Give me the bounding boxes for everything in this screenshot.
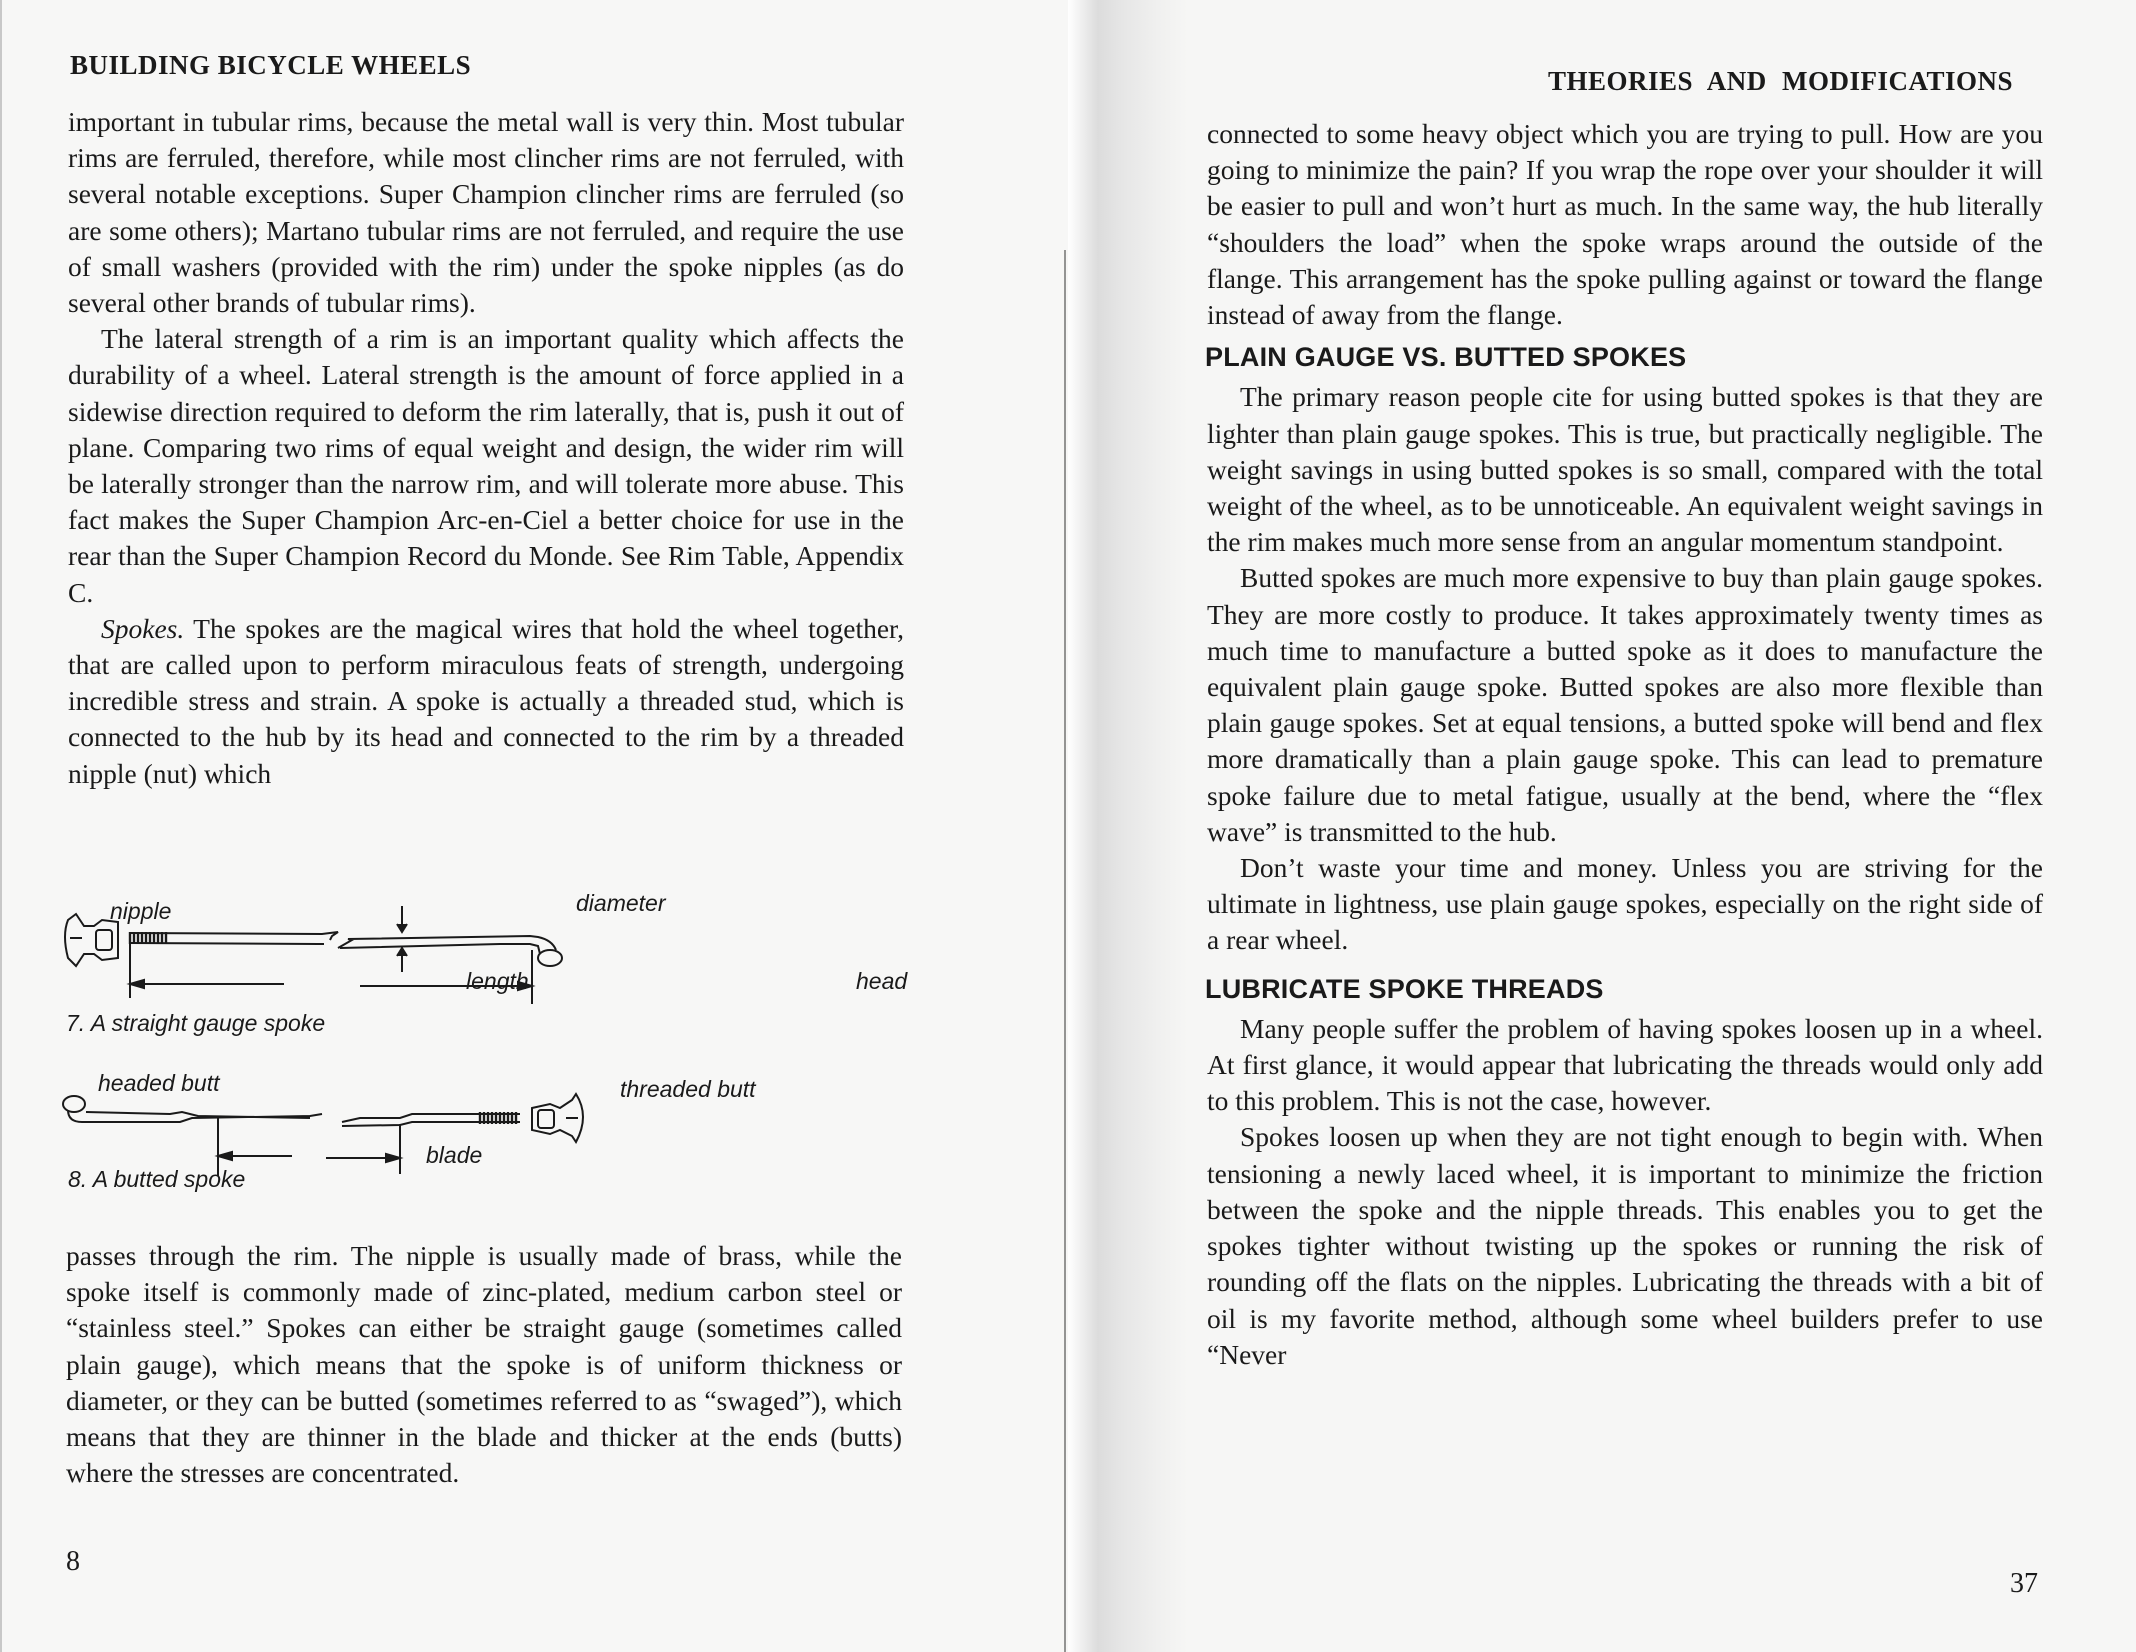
- figure-straight-gauge-spoke: [60, 880, 940, 1040]
- paragraph: Don’t waste your time and money. Unless you are striving for the ultimate in lightness, use plain gauge spokes, especially on the right side of a rear wheel.: [1207, 852, 2043, 956]
- paragraph: passes through the rim. The nipple is usually made of brass, while the spoke itself is commonly made of zinc-plated, medium carbon steel or “stainless steel.” Spokes can either be straight gauge (sometimes called plain gauge), which means that the spoke is of uniform thickness or diameter, or they can be butted (sometimes referred to as “swaged”), which means that they are thinner in the blade and thicker at the ends (butts) where the stresses are concentrated.: [66, 1240, 902, 1489]
- paragraph: connected to some heavy object which you are trying to pull. How are you going to minimize the pain? If you wrap the rope over your shoulder it will be easier to pull and won’t hurt as much. In the same way, the hub literally “shoulders the load” when the spoke wraps around the outside of the flange. This arrangement has the spoke pulling against or toward the flange instead of away from the flange.: [1207, 118, 2043, 331]
- label-threaded-butt: threaded butt: [620, 1076, 756, 1102]
- left-running-head: BUILDING BICYCLE WHEELS: [70, 50, 472, 80]
- paragraph: Many people suffer the problem of having spokes loosen up in a wheel. At first glance, it would appear that lubricating the threads would only add to this problem. This is not the case, however.: [1207, 1012, 2043, 1117]
- paragraph-text: The spokes are the magical wires that hold the wheel together, that are called upon to perform miraculous feats of strength, undergoing incredible stress and strain. A spoke is actually a threaded stud, which is connected to the hub by its head and connected to the rim by a threaded nipple (nut) which: [68, 612, 904, 789]
- section-heading: PLAIN GAUGE VS. BUTTED SPOKES: [1205, 342, 1687, 373]
- figure-butted-spoke: [60, 1060, 940, 1210]
- left-page-outer-edge: [0, 0, 2, 1652]
- label-diameter: diameter: [576, 890, 666, 916]
- left-body-lower: [66, 1238, 902, 1491]
- label-headed-butt: headed butt: [98, 1070, 220, 1096]
- paragraph: Spokes loosen up when they are not tight enough to begin with. When tensioning a newly laced wheel, it is important to minimize the friction between the spoke and the nipple threads. This enables you to get the spokes tighter without twisting up the spokes or running the risk of rounding off the flats on the nipples. Lubricating the threads with a bit of oil is my favorite method, although some wheel builders prefer to use “Never: [1207, 1121, 2043, 1370]
- lead-italic: Spokes.: [101, 612, 185, 644]
- left-page-number: 8: [66, 1546, 80, 1577]
- paragraph: The primary reason people cite for using butted spokes is that they are lighter than plain gauge spokes. This is true, but practically negligible. The weight savings in using butted spokes is so small, compared with the total weight of the wheel, as to be unnoticeable. An equivalent weight savings in the rim makes much more sense from an angular momentum standpoint.: [1207, 381, 2043, 558]
- label-nipple: nipple: [110, 898, 172, 924]
- label-head: head: [856, 968, 908, 994]
- right-body: [1207, 116, 2043, 1373]
- label-blade: blade: [426, 1142, 483, 1168]
- figure-caption: 8. A butted spoke: [68, 1166, 246, 1192]
- right-page-number: 37: [2010, 1568, 2038, 1599]
- section-heading: LUBRICATE SPOKE THREADS: [1205, 973, 1604, 1004]
- figure-caption: 7. A straight gauge spoke: [66, 1010, 326, 1036]
- paragraph: Butted spokes are much more expensive to buy than plain gauge spokes. They are more costly to produce. It takes approximately twenty times as much time to manufacture a butted spoke as it does to manufacture the equivalent plain gauge spoke. Butted spokes are also more flexible than plain gauge spokes. Set at equal tensions, a butted spoke will bend and flex more dramatically than a plain gauge spoke. This can lead to premature spoke failure due to metal fatigue, usually at the bend, where the “flex wave” is transmitted to the hub.: [1207, 562, 2043, 847]
- left-page-inner-edge: [1064, 250, 1066, 1652]
- right-running-head: THEORIES AND MODIFICATIONS: [1548, 66, 2014, 96]
- left-body-upper: [68, 104, 904, 792]
- paragraph: important in tubular rims, because the metal wall is very thin. Most tubular rims are ferruled, therefore, while most clincher rims are not ferruled, with several notable exceptions. Super Champion clincher rims are ferruled (so are some others); Martano tubular rims are not ferruled, and require the use of small washers (provided with the rim) under the spoke nipples (as do several other brands of tubular rims).: [68, 106, 904, 319]
- paragraph: The lateral strength of a rim is an important quality which affects the durability of a wheel. Lateral strength is the amount of force applied in a sidewise direction required to deform the rim laterally, that is, push it out of plane. Comparing two rims of equal weight and design, the wider rim will be laterally stronger than the narrow rim, and will tolerate more abuse. This fact makes the Super Champion Arc-en-Ciel a better choice for use in the rear than the Super Champion Record du Monde. See Rim Table, Appendix C.: [68, 323, 904, 608]
- book-gutter-shadow: [1068, 0, 1188, 1652]
- label-length: length: [466, 968, 529, 994]
- paragraph-spokes: [68, 611, 904, 792]
